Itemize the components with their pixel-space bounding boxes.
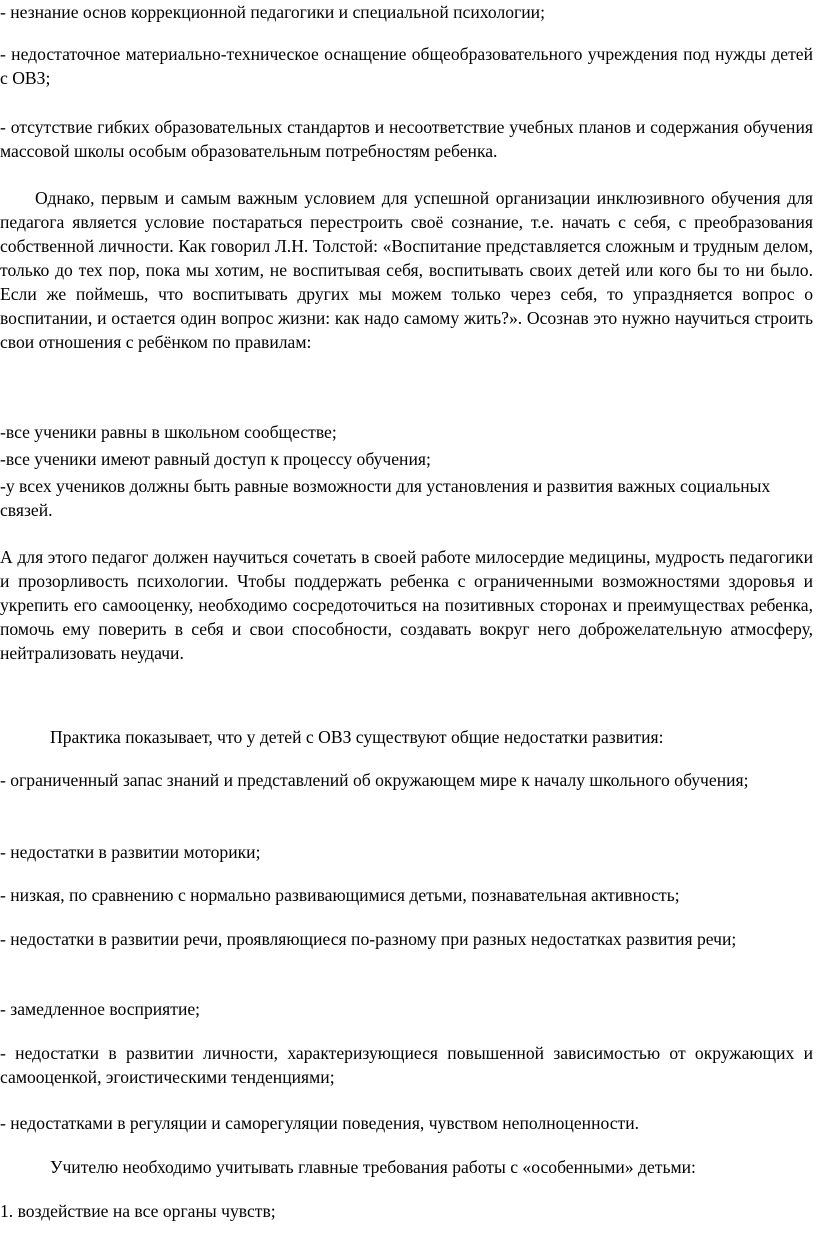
- paragraph-tolstoy: Однако, первым и самым важным условием для успешной организации инклюзивного обучения для педагога является условие постараться перестроить своё сознание, т.е. начать с себя, с преобразования собственной личности. Как говорил Л.Н. Толстой: «Воспитание представляется сложным и трудным делом, только до тех пор, пока мы хотим, не воспитывая себя, воспитывать своих детей или кого бы то ни было. Если же поймешь, что воспитывать других мы можем только через себя, то упраздняется вопрос о воспитании, и остается один вопрос жизни: как надо самому жить?». Осознав это нужно научиться строить свои отношения с ребёнком по правилам:: [0, 188, 813, 352]
- rule-opportunities: -у всех учеников должны быть равные возможности для установления и развития важных социальных связей.: [0, 476, 771, 520]
- paragraph-equipment: - недостаточное материально-техническое оснащение общеобразовательного учреждения под нужды детей с ОВЗ;: [0, 44, 813, 88]
- paragraph-standards: - отсутствие гибких образовательных стандартов и несоответствие учебных планов и содержания обучения массовой школы особым образовательным потребностям ребенка.: [0, 117, 813, 161]
- deficit-perception: - замедленное восприятие;: [0, 999, 201, 1019]
- deficit-motor: - недостатки в развитии моторики;: [0, 842, 261, 862]
- paragraph-ignorance: - незнание основ коррекционной педагогики и специальной психологии;: [0, 2, 545, 22]
- rule-access: -все ученики имеют равный доступ к процессу обучения;: [0, 449, 431, 469]
- deficit-speech: - недостатки в развитии речи, проявляющиеся по-разному при разных недостатках развития речи;: [0, 929, 737, 949]
- deficit-regulation: - недостатками в регуляции и саморегуляции поведения, чувством неполноценности.: [0, 1113, 640, 1133]
- paragraph-requirements: Учителю необходимо учитывать главные требования работы с «особенными» детьми:: [50, 1157, 696, 1177]
- rule-equal: -все ученики равны в школьном сообществе;: [0, 422, 337, 442]
- deficit-knowledge: - ограниченный запас знаний и представлений об окружающем мире к началу школьного обучения;: [0, 770, 749, 790]
- paragraph-mercy: А для этого педагог должен научиться сочетать в своей работе милосердие медицины, мудрость педагогики и прозорливость психологии. Чтобы поддержать ребенка с ограниченными возможностями здоровья и укрепить его самооценку, необходимо сосредоточиться на позитивных сторонах и преимуществах ребенка, помочь ему поверить в себя и свои способности, создавать вокруг него доброжелательную атмосферу, нейтрализовать неудачи.: [0, 547, 813, 663]
- requirement-senses: 1. воздействие на все органы чувств;: [0, 1201, 276, 1221]
- deficit-activity: - низкая, по сравнению с нормально развивающимися детьми, познавательная активность;: [0, 885, 680, 905]
- paragraph-practice: Практика показывает, что у детей с ОВЗ существуют общие недостатки развития:: [50, 727, 664, 747]
- deficit-personality: - недостатки в развитии личности, характеризующиеся повышенной зависимостью от окружающих и самооценкой, эгоистическими тенденциями;: [0, 1043, 813, 1087]
